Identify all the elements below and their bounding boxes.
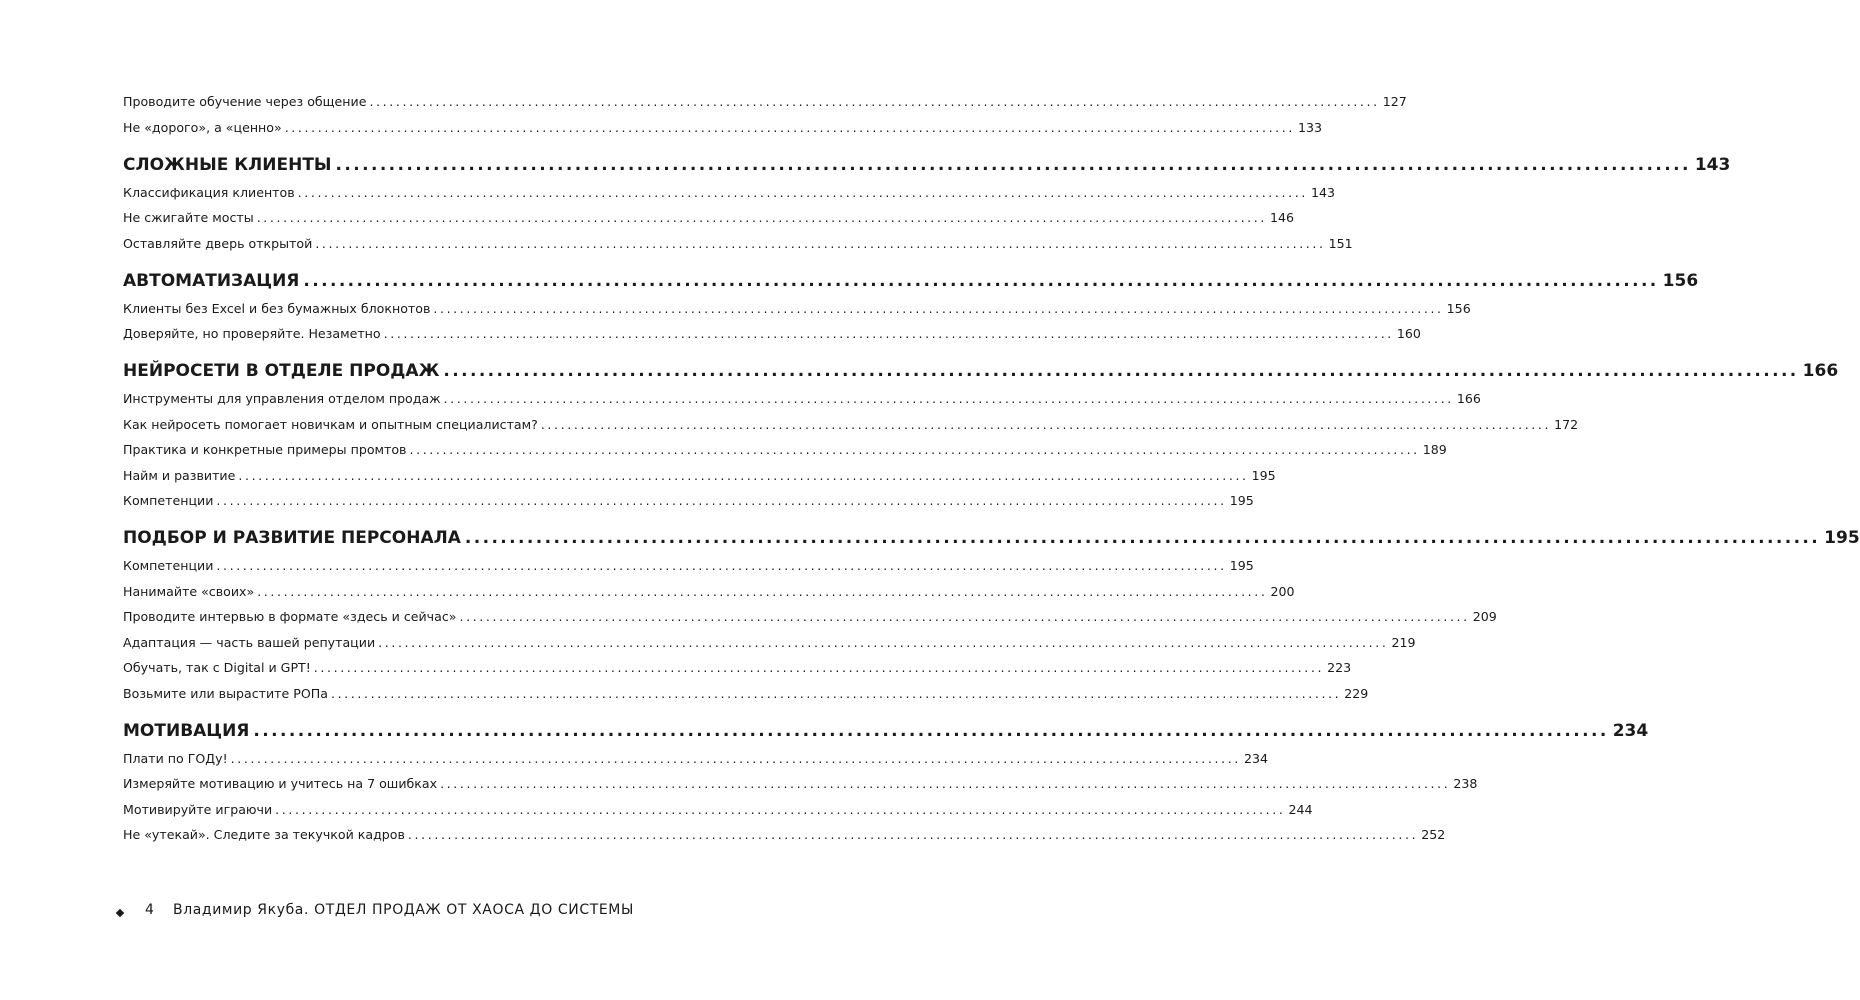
toc-chapter [123, 528, 1860, 548]
entry-title: Практика и конкретные примеры промтов [123, 442, 407, 457]
page-ref: 160 [1396, 326, 1421, 341]
toc-chapter [123, 361, 1839, 381]
entry-title: Проводите интервью в формате «здесь и сейчас» [123, 609, 457, 624]
page-ref: 195 [1251, 467, 1276, 483]
dot-leader: ......................................................................................................................................................... [275, 801, 1286, 817]
dot-leader: ......................................................................................................................................................... [433, 300, 1444, 316]
page-ref: 229 [1344, 685, 1369, 701]
page-ref: 234 [1243, 750, 1268, 766]
dot-leader: ......................................................................................................................................................... [369, 94, 1380, 109]
entry-title: Доверяйте, но проверяйте. Незаметно [123, 326, 381, 341]
dot-leader: ......................................................................................................................................................... [257, 583, 1268, 599]
toc-entry [123, 827, 1446, 842]
dot-leader: ......................................................................................................................................................... [303, 270, 1659, 291]
running-title: Владимир Якуба. ОТДЕЛ ПРОДАЖ ОТ ХАОСА ДО СИСТЕМЫ [173, 902, 634, 918]
toc-entry [123, 442, 1447, 457]
page-ref: 200 [1270, 583, 1295, 599]
toc-entry [123, 776, 1478, 791]
page-ref: 146 [1270, 210, 1295, 225]
entry-title: Компетенции [123, 493, 214, 508]
page-ref: 244 [1288, 801, 1313, 817]
chapter-title: СЛОЖНЫЕ КЛИЕНТЫ [123, 154, 332, 175]
entry-title: Проводите обучение через общение [123, 94, 367, 109]
toc-chapter [123, 720, 1649, 741]
page-ref: 252 [1421, 827, 1446, 842]
chapter-title: НЕЙРОСЕТИ В ОТДЕЛЕ ПРОДАЖ [123, 361, 440, 381]
dot-leader: ......................................................................................................................................................... [216, 558, 1227, 573]
page-ref: 172 [1554, 416, 1579, 432]
page-ref: 209 [1472, 609, 1497, 624]
dot-leader: ......................................................................................................................................................... [409, 442, 1420, 457]
diamond-bullet-icon [116, 909, 124, 917]
entry-title: Плати по ГОДу! [123, 750, 228, 766]
entry-title: Обучать, так с Digital и GPT! [123, 660, 311, 675]
dot-leader: ......................................................................................................................................................... [253, 720, 1609, 741]
dot-leader: ......................................................................................................................................................... [464, 528, 1821, 548]
toc-entry [123, 609, 1497, 624]
page-ref: 133 [1298, 119, 1323, 135]
dot-leader: ......................................................................................................................................................... [407, 827, 1419, 842]
page-ref: 195 [1229, 558, 1254, 573]
toc-chapter [123, 154, 1731, 175]
dot-leader: ......................................................................................................................................................... [297, 184, 1308, 200]
page-ref: 219 [1391, 634, 1416, 650]
dot-leader: ......................................................................................................................................................... [378, 634, 1389, 650]
dot-leader: ......................................................................................................................................................... [335, 154, 1691, 175]
toc-entry [123, 119, 1323, 135]
entry-title: Не сжигайте мосты [123, 210, 254, 225]
toc-entry [123, 750, 1268, 766]
toc-entry [123, 235, 1353, 251]
toc-entry [123, 210, 1295, 225]
dot-leader: ......................................................................................................................................................... [315, 235, 1326, 251]
page-ref: 166 [1456, 391, 1481, 406]
chapter-title: МОТИВАЦИЯ [123, 720, 250, 741]
dot-leader: ......................................................................................................................................................... [459, 609, 1470, 624]
entry-title: Классификация клиентов [123, 184, 295, 200]
toc-entry [123, 493, 1254, 508]
page-ref: 238 [1453, 776, 1478, 791]
dot-leader: ......................................................................................................................................................... [238, 467, 1249, 483]
page-ref: 189 [1422, 442, 1447, 457]
dot-leader: ......................................................................................................................................................... [330, 685, 1342, 701]
entry-title: Не «дорого», а «ценно» [123, 119, 282, 135]
dot-leader: ......................................................................................................................................................... [443, 361, 1799, 381]
table-of-contents [123, 94, 1860, 853]
entry-title: Измеряйте мотивацию и учитесь на 7 ошибках [123, 776, 438, 791]
dot-leader: ......................................................................................................................................................... [440, 776, 1451, 791]
toc-entry [123, 94, 1407, 109]
dot-leader: ......................................................................................................................................................... [216, 493, 1227, 508]
chapter-title: ПОДБОР И РАЗВИТИЕ ПЕРСОНАЛА [123, 528, 461, 548]
entry-title: Не «утекай». Следите за текучкой кадров [123, 827, 405, 842]
entry-title: Клиенты без Excel и без бумажных блокнотов [123, 300, 431, 316]
page-ref: 151 [1328, 235, 1353, 251]
toc-entry [123, 391, 1481, 406]
page-ref: 127 [1382, 94, 1407, 109]
entry-title: Мотивируйте играючи [123, 801, 273, 817]
entry-title: Возьмите или вырастите РОПа [123, 685, 328, 701]
dot-leader: ......................................................................................................................................................... [230, 750, 1241, 766]
toc-entry [123, 300, 1471, 316]
page-ref: 143 [1310, 184, 1335, 200]
toc-entry [123, 416, 1579, 432]
entry-title: Как нейросеть помогает новичкам и опытным специалистам? [123, 416, 538, 432]
toc-entry [123, 326, 1421, 341]
toc-chapter [123, 270, 1699, 291]
page-ref: 156 [1662, 270, 1699, 291]
entry-title: Оставляйте дверь открытой [123, 235, 313, 251]
dot-leader: ......................................................................................................................................................... [540, 416, 1552, 432]
page-ref: 234 [1612, 720, 1649, 741]
toc-entry [123, 801, 1313, 817]
dot-leader: ......................................................................................................................................................... [383, 326, 1394, 341]
toc-entry [123, 467, 1276, 483]
toc-entry [123, 685, 1369, 701]
toc-entry [123, 558, 1254, 573]
toc-entry [123, 583, 1295, 599]
entry-title: Компетенции [123, 558, 214, 573]
entry-title: Нанимайте «своих» [123, 583, 255, 599]
entry-title: Адаптация — часть вашей репутации [123, 634, 376, 650]
toc-entry [123, 660, 1352, 675]
page-ref: 166 [1802, 361, 1839, 381]
dot-leader: ......................................................................................................................................................... [284, 119, 1295, 135]
page-ref: 195 [1229, 493, 1254, 508]
page-ref: 143 [1694, 154, 1731, 175]
entry-title: Инструменты для управления отделом продаж [123, 391, 441, 406]
page-ref: 156 [1446, 300, 1471, 316]
dot-leader: ......................................................................................................................................................... [313, 660, 1325, 675]
page-ref: 195 [1824, 528, 1860, 548]
page-number: 4 [145, 902, 154, 918]
chapter-title: АВТОМАТИЗАЦИЯ [123, 270, 300, 291]
dot-leader: ......................................................................................................................................................... [256, 210, 1267, 225]
dot-leader: ......................................................................................................................................................... [443, 391, 1454, 406]
toc-entry [123, 634, 1416, 650]
entry-title: Найм и развитие [123, 467, 236, 483]
page-ref: 223 [1327, 660, 1352, 675]
toc-entry [123, 184, 1335, 200]
